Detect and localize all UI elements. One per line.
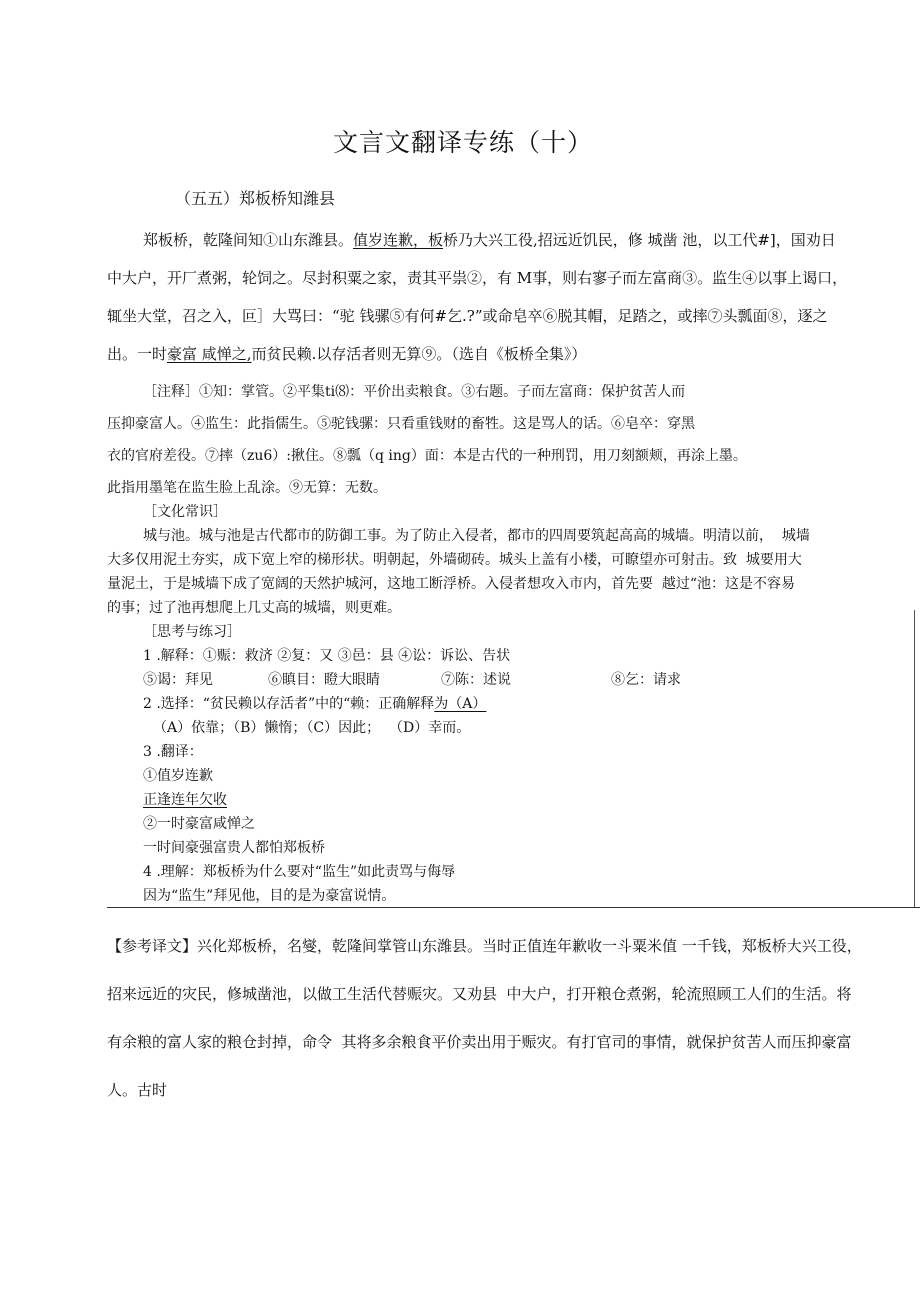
- exercise-q2-text: 2 .选择：“贫民赖以存活者”中的“赖：正确解释: [143, 696, 435, 712]
- culture-heading: ［文化常识］: [143, 504, 227, 520]
- exercise-q2-options: （A）依靠；（B）懒惰；（C）因此； （D）幸而。: [153, 720, 471, 736]
- exercise-q4: 4 .理解：郑板桥为什么要对“监生”如此责骂与侮辱: [143, 864, 456, 880]
- passage-text: 郑板桥，乾隆间知①山东潍县。: [143, 231, 354, 249]
- exercise-q3-item: ①值岁连歉: [143, 768, 213, 784]
- culture-line: 的事；过了池再想爬上几丈高的城墙，则更难。: [107, 600, 401, 616]
- passage-text: 桥乃大兴工役,招远近饥民，修 城凿 池，以工代#]，国劝日: [443, 231, 836, 249]
- exercise-q1: 1 .解释：①赈：救济 ②复：又 ③邑：县 ④讼：诉讼、告状: [143, 648, 511, 664]
- reference-line: 有余粮的富人家的粮仓封掉，命令 其将多余粮食平价卖出用于赈灾。有打官司的事情，就保护贫苦人而压抑豪富: [107, 1033, 852, 1051]
- exercise-q3-answer: 正逢连年欠收: [143, 792, 227, 808]
- section-heading: （五五）郑板桥知潍县: [175, 189, 336, 208]
- passage-line: 辄坐大堂，召之入，叵］大骂曰：“驼 钱骡⑤有何#乞.?”或命皂卒⑥脱其帽，足踏之，或摔⑦头瓢面⑧，逐之: [107, 307, 828, 325]
- divider: [107, 907, 920, 908]
- page-title: 文言文翻译专练（十）: [333, 128, 594, 157]
- passage-line: [107, 347, 586, 362]
- exercise-q3-item: ②一时豪富咸惮之: [143, 816, 255, 832]
- reference-line: 人。古时: [107, 1081, 168, 1099]
- passage-line: [143, 233, 836, 248]
- reference-line: 【参考译文】兴化郑板桥，名燮，乾隆间掌管山东潍县。当时正值连年歉收一斗粟米值 一千钱，郑板桥大兴工役，: [107, 937, 862, 955]
- frame-edge: [914, 610, 915, 907]
- passage-text: 而贫民赖.以存活者则无算⑨。（选自《板桥全集》）: [251, 345, 587, 363]
- note-line: 此指用墨笔在监生脸上乱涂。⑨无算：无数。: [107, 480, 387, 496]
- exercise-q2: [143, 697, 486, 711]
- note-line: 压抑豪富人。④监生：此指儒生。⑤驼钱骡：只看重钱财的畜牲。这是骂人的话。⑥皂卒：穿黑: [107, 416, 695, 432]
- exercise-q1-cont: ⑧乞：请求: [611, 672, 681, 688]
- culture-line: 大多仅用泥土夯实，成下宽上窄的梯形状。明朝起，外墙砌砖。城头上盖有小楼，可瞭望亦可射击。致 城要用大: [107, 552, 802, 568]
- exercise-q3: 3 .翻译：: [143, 744, 203, 760]
- passage-text: 出。一时: [107, 345, 168, 363]
- passage-line: 中大户，开厂煮粥，轮饲之。尽封积粟之家，责其平祟②，有 M事，则右寥子而左富商③。监生④以事上谒口，: [107, 269, 848, 287]
- passage-underlined-text: 值岁连歉，板: [353, 231, 444, 249]
- exercise-q1-cont: ⑥瞋目：瞪大眼睛: [268, 672, 380, 688]
- exercise-q2-answer: 为（A）: [434, 696, 487, 712]
- exercise-q1-cont: ⑤谒：拜见: [143, 672, 213, 688]
- exercise-heading: ［思考与练习］: [143, 624, 241, 640]
- note-line: ［注释］①知：掌管。②平集ti⑻：平价出卖粮食。③右题。子而左富商：保护贫苦人而: [143, 384, 686, 400]
- exercise-q3-answer: 一时间豪强富贵人都怕郑板桥: [143, 840, 325, 856]
- note-line: 衣的官府差役。⑦摔（zu6）:揪住。⑧瓢（q ing）面：本是古代的一种刑罚，用刀刻额颊，再涂上墨。: [107, 448, 747, 464]
- reference-line: 招来远近的灾民，修城凿池，以做工生活代替赈灾。又劝县 中大户，打开粮仓煮粥，轮流照顾工人们的生活。将: [107, 985, 852, 1003]
- culture-line: 量泥土，于是城墙下成了宽阔的天然护城河，这地工断浮桥。入侵者想攻入市内，首先要 越过“池：这是不容易: [107, 576, 796, 592]
- exercise-q1-cont: ⑦陈：述说: [441, 672, 511, 688]
- passage-underlined-text: 豪富 咸惮之,: [167, 345, 252, 363]
- culture-line: 城与池。城与池是古代都市的防御工事。为了防止入侵者，都市的四周要筑起高高的城墙。明清以前， 城墙: [143, 528, 810, 544]
- exercise-q4-answer: 因为“监生”拜见他，目的是为豪富说情。: [143, 888, 396, 904]
